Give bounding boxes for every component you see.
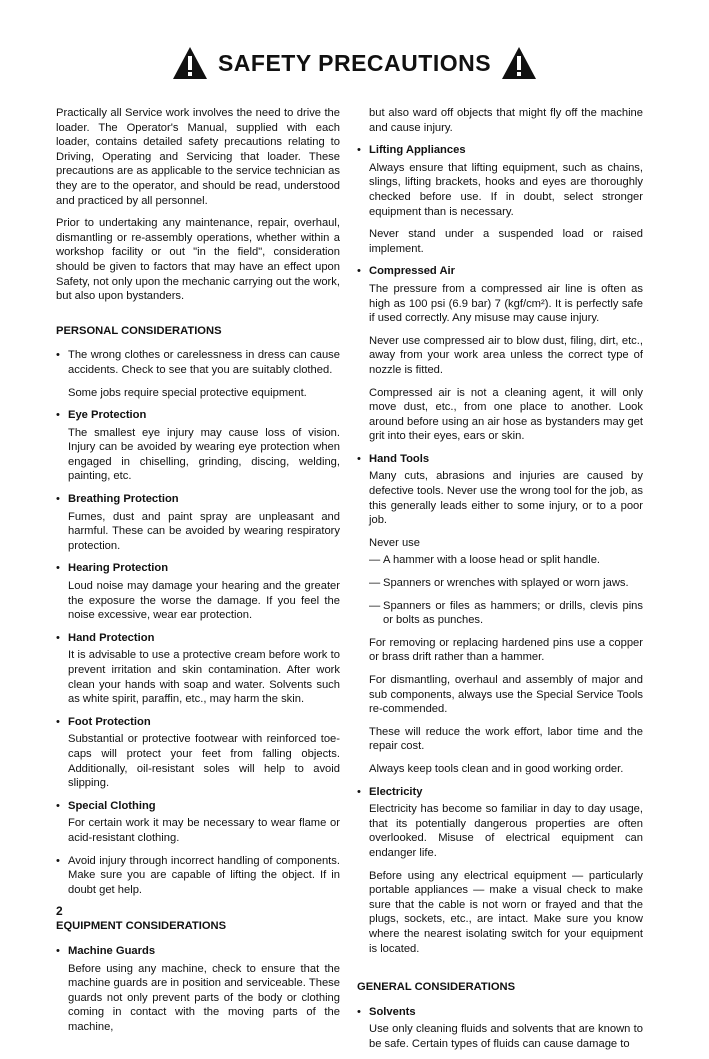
item-heading: Breathing Protection: [68, 493, 179, 506]
dash-item: — Spanners or files as hammers; or drills, clevis pins or bolts as punches.: [369, 599, 643, 627]
item-heading: Special Clothing: [68, 799, 156, 812]
section-heading-personal: PERSONAL CONSIDERATIONS: [56, 324, 222, 337]
intro-paragraph-2: Prior to undertaking any maintenance, repair, overhaul, dismantling or re-assembly operations, whether within a workshop facility or out "in the field", consideration should be given to factors that may have an effect upon Safety, not only upon the mechanic carrying out the work, but also upon bystanders.: [56, 217, 340, 303]
intro-paragraph: Practically all Service work involves the need to drive the loader. The Operator's Manual, supplied with each loader, contains detailed safety precautions relating to Driving, Operating and Servicing that loader. These precautions are as applicable to the service technician as they are to the operator, and should be read, understood and practiced by all personnel.: [56, 107, 340, 207]
item-heading: Lifting Appliances: [369, 144, 466, 157]
foot-protection-item: • Foot Protection Substantial or protective footwear with reinforced toe-caps will protect your feet from falling objects. Additionally, oil-resistant soles will help to avoid slipping.: [56, 715, 340, 790]
dash-item: — Spanners or wrenches with splayed or worn jaws.: [369, 577, 629, 590]
section-heading-general: GENERAL CONSIDERATIONS: [357, 981, 516, 994]
item-heading: Eye Protection: [68, 409, 147, 422]
section-heading-equipment: EQUIPMENT CONSIDERATIONS: [56, 920, 227, 933]
machine-guards-continued: but also ward off objects that might fly off the machine and cause injury.: [369, 107, 643, 134]
electricity-item: • Electricity Electricity has become so familiar in day to day usage, that its potentially dangerous properties are often overlooked. Misuse of electrical equipment can endanger life. Before using any electrical equipment — particularly portable appliances — make a visual check to make sure that the cable is not worn or frayed and that the plugs, sockets, etc., are intact. Make sure you know where the nearest isolating switch for your equipment is located.: [357, 785, 643, 955]
item-heading: Solvents: [369, 1005, 416, 1018]
item-heading: Hearing Protection: [68, 562, 169, 575]
breathing-protection-item: • Breathing Protection Fumes, dust and paint spray are unpleasant and harmful. These can be avoided by wearing respiratory protection.: [56, 493, 340, 552]
item-heading: Hand Protection: [68, 631, 155, 644]
page-number: 2: [56, 904, 63, 918]
lifting-appliances-item: • Lifting Appliances Always ensure that lifting equipment, such as chains, slings, lifting brackets, hooks and eyes are thoroughly checked before use. If in doubt, select stronger equipment than is necessary. Never stand under a suspended load or raised implement.: [357, 144, 643, 255]
page-header: [0, 46, 709, 85]
warning-triangle-icon: [172, 46, 208, 80]
item-heading: Electricity: [369, 785, 423, 798]
item-heading: Compressed Air: [369, 265, 456, 278]
hearing-protection-item: • Hearing Protection Loud noise may damage your hearing and the greater the exposure the worse the damage. If you feel the noise excessive, wear ear protection.: [56, 562, 340, 622]
special-clothing-item: • Special Clothing For certain work it may be necessary to wear flame or acid-resistant clothing.: [56, 799, 340, 844]
dash-item: — A hammer with a loose head or split handle.: [369, 554, 601, 567]
warning-triangle-icon: [501, 46, 537, 80]
eye-protection-item: • Eye Protection The smallest eye injury may cause loss of vision. Injury can be avoided by wearing eye protection when engaged in chiselling, grinding, discing, welding, painting, etc.: [56, 409, 340, 483]
machine-guards-item: • Machine Guards Before using any machine, check to ensure that the machine guards are in position and serviceable. These guards not only prevent parts of the body or clothing coming in contact with the moving parts of the machine,: [56, 944, 340, 1033]
clothing-item: • The wrong clothes or carelessness in dress can cause accidents. Check to see that you are suitably clothed. Some jobs require special protective equipment.: [56, 349, 340, 399]
item-heading: Foot Protection: [68, 715, 151, 728]
left-column: [56, 106, 340, 1042]
hand-protection-item: • Hand Protection It is advisable to use a protective cream before work to prevent irritation and skin contamination. After work clean your hands with soap and water. Solvents such as white spirit, paraffin, etc., may harm the skin.: [56, 631, 340, 706]
handling-item: • Avoid injury through incorrect handling of components. Make sure you are capable of lifting the object. If in doubt get help.: [56, 854, 340, 896]
page-title: SAFETY PRECAUTIONS: [217, 49, 492, 76]
item-heading: Hand Tools: [369, 452, 430, 465]
item-heading: Machine Guards: [68, 944, 156, 957]
right-column: [357, 106, 643, 1059]
hand-tools-item: • Hand Tools Many cuts, abrasions and injuries are caused by defective tools. Never use the wrong tool for the job, as this generally leads either to some injury, or to a poor job. Never use — A hammer with a loose head or split handle. — Spanners or wrenches with splayed or worn jaws. — Spanners or files as hammers; or drills, clevis pins or bolts as punches. For removing or replacing hardened pins use a copper or brass drift rather than a hammer. For dismantling, overhaul and assembly of major and sub components, always use the Special Service Tools re-commended. These will reduce the work effort, labor time and the repair cost. Always keep tools clean and in good working order.: [357, 452, 643, 775]
compressed-air-item: • Compressed Air The pressure from a compressed air line is often as high as 100 psi (6.9 bar) 7 (kgf/cm²). It is perfectly safe if used correctly. Any misuse may cause injury. Never use compressed air to blow dust, filing, dirt, etc., away from your work area unless the correct type of nozzle is fitted. Compressed air is not a cleaning agent, it will only move dust, etc., from one place to another. Look around before using an air hose as bystanders may get grit into their eyes, ears or skin.: [357, 265, 643, 443]
solvents-item: • Solvents Use only cleaning fluids and solvents that are known to be safe. Certain types of fluids can cause damage to: [357, 1005, 643, 1050]
